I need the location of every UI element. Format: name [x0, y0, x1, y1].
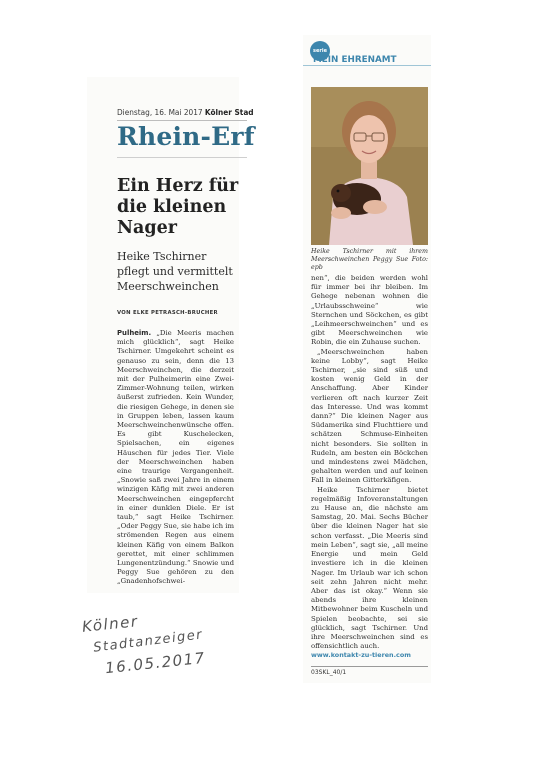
article-headline: Ein Herz für die kleinen Nager: [117, 176, 239, 238]
right-clipping: [303, 35, 431, 683]
handwritten-note-date: 16.05.2017: [104, 648, 207, 678]
paper-title: Rhein-Erf: [117, 122, 255, 151]
paragraph: „Meerschweinchen haben keine Lobby“, sagt Heike Tschirner, „sie sind süß und kosten wenig Geld in der Anschaffung. Aber Kinder verlieren oft nach kurzer Zeit das Interesse. Und was kommt dann?“ Die kleinen Nager aus Südamerika sind Fluchttiere und schätzen Schmuse-Einheiten nicht besonders. Sie sollten in Rudeln, am besten ein Böckchen und mindestens zwei Mädchen, gehalten werden und auf keinen Fall in kleinen Gitterkäfigen.: [311, 347, 428, 485]
photo-caption: Heike Tschirner mit ihrem Meerschweinchen Peggy Sue Foto: epb: [311, 248, 428, 272]
article-subhead: Heike Tschirner pflegt und vermittelt Meerschweinchen: [117, 250, 233, 293]
article-body-right: [311, 274, 428, 661]
paragraph: nen“, die beiden werden wohl für immer bei ihr bleiben. Im Gehege nebenan wohnen die „Urlaubsschweine“ wie Sternchen und Söckchen, es gibt „Leihmeerschweinchen“ und es gibt Meerschweinchen wie Robin, die ein Zuhause suchen.: [311, 274, 428, 347]
article-body-left: [117, 329, 234, 587]
portrait-photo: [311, 87, 428, 245]
left-clipping: [87, 77, 255, 593]
dateline: Pulheim.: [117, 329, 152, 337]
masthead-paper: Kölner Stad: [204, 107, 254, 117]
serie-title: MEIN EHRENAMT: [313, 55, 397, 65]
masthead-date: Dienstag, 16. Mai 2017: [117, 107, 203, 117]
serie-badge: serie: [310, 41, 330, 61]
masthead: [117, 106, 254, 121]
footer-code: 03SKL_40/1: [311, 666, 428, 676]
byline: VON ELKE PETRASCH-BRUCHER: [117, 310, 218, 316]
handwritten-note-line: Kölner: [81, 612, 140, 636]
body-text: „Die Meeris machen mich glücklich“, sagt Heike Tschirner. Umgekehrt scheint es genauso zu sein, denn die 13 Meerschweinchen, die derzeit mit der Pulheimerin eine Zwei-Zimmer-Wohnung teilen, wirken äußerst zufrieden. Kein Wunder, die riesigen Gehege, in denen sie in Gruppen leben, lassen kaum Meerschweinchenwünsche offen. Es gibt Kuschelecken, Spielsachen, ein eigenes Häuschen für jedes Tier. Viele der Meerschweinchen haben eine traurige Vergangenheit. „Snowie saß zwei Jahre in einem winzigen Käfig mit zwei anderen Meerschweinchen eingepfercht in einer dunklen Diele. Er ist taub,“ sagt Heike Tschirner. „Oder Peggy Sue, sie habe ich im strömenden Regen aus einem kleinen Käfig von einem Balkon gerettet, mit einer schlimmen Lungenentzündung.“ Snowie und Peggy Sue gehören zu den „Gnadenhofschwei-: [117, 329, 234, 586]
website-link[interactable]: www.kontakt-zu-tieren.com: [311, 651, 411, 660]
divider: [117, 157, 247, 158]
woman-with-guinea-pig-image: [311, 87, 428, 245]
serie-header: [303, 41, 431, 66]
paragraph: Heike Tschirner bietet regelmäßig Infoveranstaltungen zu Hause an, die nächste am Samstag, 20. Mai. Sechs Bücher über die kleinen Nager hat sie schon verfasst. „Die Meeris sind mein Leben“, sagt sie, „all meine Energie und mein Geld investiere ich in die kleinen Nager. Im Urlaub war ich schon seit zehn Jahren nicht mehr. Aber das ist okay.“ Wenn sie abends ihre kleinen Mitbewohner beim Kuscheln und Spielen beobachte, sei sie glücklich, sagt Tschirner. Und ihre Meerschweinchen sind es offensichtlich auch.: [311, 485, 428, 651]
handwritten-note-line: Stadtanzeiger: [92, 627, 204, 656]
